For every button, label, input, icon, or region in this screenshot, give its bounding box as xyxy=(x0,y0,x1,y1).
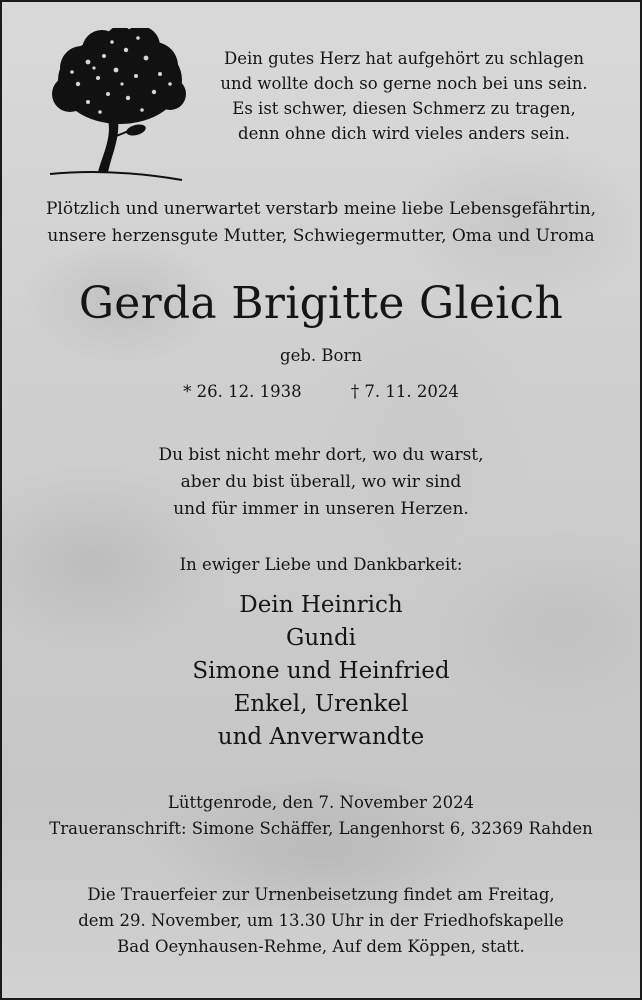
mourner: und Anverwandte xyxy=(217,724,425,750)
verse-line: Du bist nicht mehr dort, wo du warst, xyxy=(158,445,484,465)
tree-icon xyxy=(42,28,192,188)
announcement-line: unsere herzensgute Mutter, Schwiegermutter, Oma und Uroma xyxy=(47,226,595,246)
verse-line: denn ohne dich wird vieles anders sein. xyxy=(238,124,570,143)
place-and-address xyxy=(2,790,640,842)
maiden-name: geb. Born xyxy=(280,346,362,365)
verse-line: und für immer in unseren Herzen. xyxy=(173,499,469,519)
mourner: Gundi xyxy=(285,625,357,651)
death-date: † 7. 11. 2024 xyxy=(350,382,459,401)
funeral-service-info xyxy=(2,882,640,960)
mourner: Simone und Heinfried xyxy=(192,658,450,684)
mourning-address: Traueranschrift: Simone Schäffer, Langenhorst 6, 32369 Rahden xyxy=(49,819,593,838)
mourner: Dein Heinrich xyxy=(239,592,403,618)
verse-line: Dein gutes Herz hat aufgehört zu schlagen xyxy=(224,49,584,68)
opening-verse xyxy=(194,46,614,146)
mourners-list xyxy=(2,589,640,754)
verse-line: aber du bist überall, wo wir sind xyxy=(180,472,462,492)
birth-date: * 26. 12. 1938 xyxy=(183,382,302,401)
verse-line: Es ist schwer, diesen Schmerz zu tragen, xyxy=(232,99,576,118)
ceremony-line: Die Trauerfeier zur Urnenbeisetzung findet am Freitag, xyxy=(87,885,555,904)
announcement-line: Plötzlich und unerwartet verstarb meine liebe Lebensgefährtin, xyxy=(45,199,597,219)
verse-line: und wollte doch so gerne noch bei uns sein. xyxy=(220,74,588,93)
mourner: Enkel, Urenkel xyxy=(233,691,409,717)
deceased-name: Gerda Brigitte Gleich xyxy=(78,278,564,329)
memorial-verse xyxy=(2,442,640,523)
gratitude-line: In ewiger Liebe und Dankbarkeit: xyxy=(179,555,463,574)
announcement-text xyxy=(2,196,640,250)
place-date: Lüttgenrode, den 7. November 2024 xyxy=(167,793,475,812)
ceremony-line: Bad Oeynhausen-Rehme, Auf dem Köppen, statt. xyxy=(117,937,525,956)
ceremony-line: dem 29. November, um 13.30 Uhr in der Friedhofskapelle xyxy=(78,911,564,930)
life-dates xyxy=(2,380,640,404)
